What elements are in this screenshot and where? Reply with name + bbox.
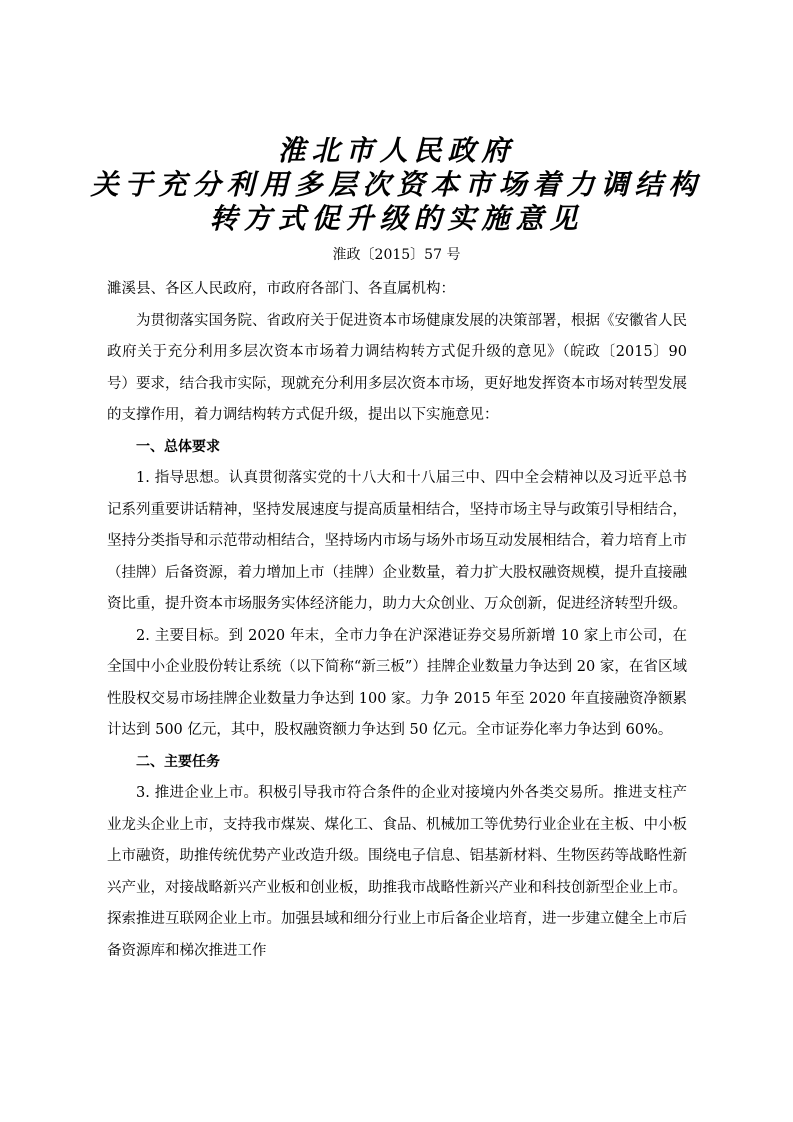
title-line-3: 转方式促升级的实施意见	[209, 202, 584, 235]
document-number: 淮政〔2015〕57 号	[332, 247, 461, 263]
title-line-2: 关于充分利用多层次资本市场着力调结构	[90, 168, 703, 201]
item-promote-listing: 3. 推进企业上市。积极引导我市符合条件的企业对接境内外各类交易所。推进支柱产业龙头企业上市，支持我市煤炭、煤化工、食品、机械加工等优势行业企业在主板、中小板上市融资，助推传统优势产业改造升级。围绕电子信息、铝基新材料、生物医药等战略性新兴产业，对接战略新兴产业板和创业板，助推我市战略性新兴产业和科技创新型企业上市。探索推进互联网企业上市。加强县域和细分行业上市后备企业培育，进一步建立健全上市后备资源库和梯次推进工作	[107, 785, 687, 959]
item-guiding-ideology: 1. 指导思想。认真贯彻落实党的十八大和十八届三中、四中全会精神以及习近平总书记系列重要讲话精神，坚持发展速度与提高质量相结合，坚持市场主导与政策引导相结合，坚持分类指导和示范带动相结合，坚持场内市场与场外市场互动发展相结合，着力培育上市（挂牌）后备资源，着力增加上市（挂牌）企业数量，着力扩大股权融资规模，提升直接融资比重，提升资本市场服务实体经济能力，助力大众创业、万众创新，促进经济转型升级。	[107, 470, 687, 612]
addressee: 濉溪县、各区人民政府，市政府各部门、各直属机构：	[107, 281, 455, 297]
section-heading-general-requirements: 一、总体要求	[136, 438, 220, 455]
section-heading-main-tasks: 二、主要任务	[136, 753, 220, 770]
document-title	[0, 134, 793, 236]
document-body	[107, 274, 687, 967]
title-line-1: 淮北市人民政府	[277, 134, 516, 167]
intro-paragraph: 为贯彻落实国务院、省政府关于促进资本市场健康发展的决策部署，根据《安徽省人民政府关于充分利用多层次资本市场着力调结构转方式促升级的意见》（皖政〔2015〕90 号）要求，结合我市实际，现就充分利用多层次资本市场，更好地发挥资本市场对转型发展的支撑作用，着力调结构转方式促升级，提出以下实施意见：	[107, 312, 687, 423]
item-main-goals: 2. 主要目标。到 2020 年末，全市力争在沪深港证券交易所新增 10 家上市公司，在全国中小企业股份转让系统（以下简称“新三板”）挂牌企业数量力争达到 20 家，在省区域性股权交易市场挂牌企业数量力争达到 100 家。力争 2015 年至 2020 年直接融资净额累计达到 500 亿元，其中，股权融资额力争达到 50 亿元。全市证券化率力争达到 60%。	[107, 627, 687, 738]
